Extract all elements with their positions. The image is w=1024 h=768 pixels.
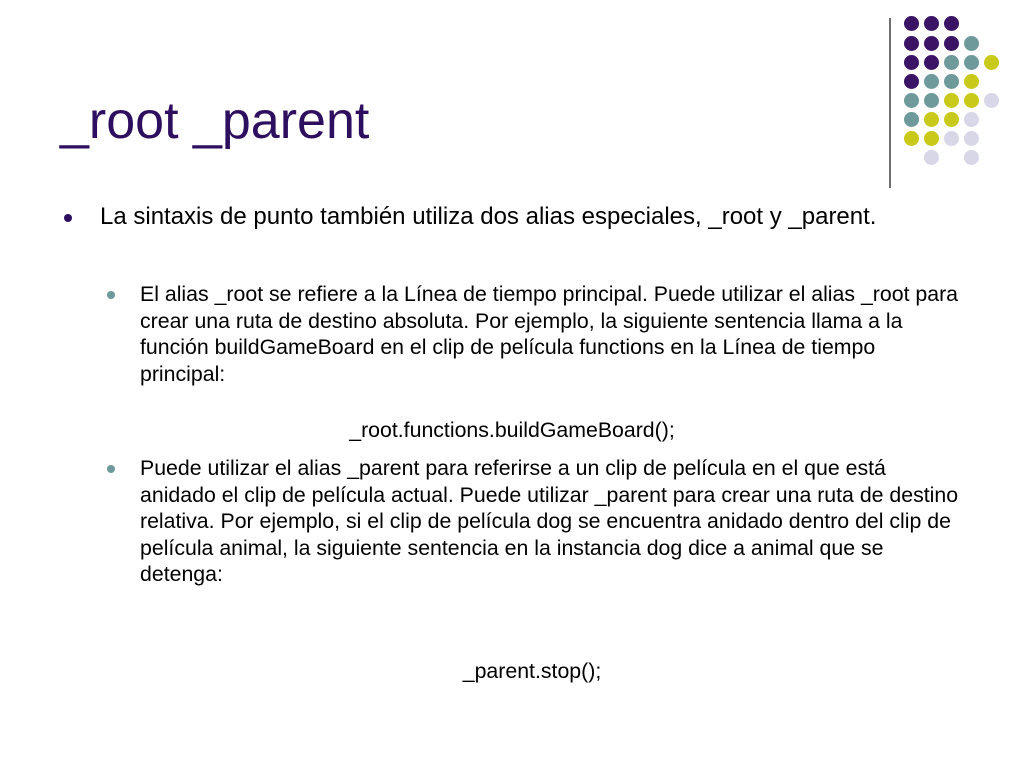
- dot: [944, 16, 959, 31]
- dot: [944, 74, 959, 89]
- sub-bullet-item: [105, 455, 965, 588]
- dot: [944, 131, 959, 146]
- dot: [904, 55, 919, 70]
- dot: [924, 112, 939, 127]
- dot: [944, 55, 959, 70]
- dot: [984, 93, 999, 108]
- sub-bullet-dot-icon: [107, 465, 115, 473]
- code-example-root: _root.functions.buildGameBoard();: [349, 418, 675, 442]
- sub-bullet-text: El alias _root se refiere a la Línea de tiempo principal. Puede utilizar el alias _root para crear una ruta de destino absoluta. Por ejemplo, la siguiente sentencia llama a la función buildGameBoard en el clip de película functions en la Línea de tiempo principal:: [140, 282, 959, 386]
- dot: [984, 55, 999, 70]
- sub-bullet-text: Puede utilizar el alias _parent para referirse a un clip de película en el que está anidado el clip de película actual. Puede utilizar _parent para crear una ruta de destino relativa. Por ejemplo, si el clip de película dog se encuentra anidado dentro del clip de película animal, la siguiente sentencia en la instancia dog dice a animal que se detenga:: [140, 456, 959, 586]
- sub-bullet-dot-icon: [107, 291, 115, 299]
- dot: [904, 74, 919, 89]
- dot: [944, 112, 959, 127]
- dot: [964, 93, 979, 108]
- dot: [924, 36, 939, 51]
- bullet-dot-icon: [64, 214, 72, 222]
- dot: [924, 55, 939, 70]
- dot: [964, 55, 979, 70]
- dot: [964, 36, 979, 51]
- dot: [964, 150, 979, 165]
- dot: [924, 150, 939, 165]
- dot: [964, 112, 979, 127]
- slide-title: _root _parent: [60, 92, 370, 150]
- dot: [944, 93, 959, 108]
- code-example-parent: _parent.stop();: [462, 659, 602, 683]
- dot: [964, 131, 979, 146]
- sub-bullet-item: [105, 281, 965, 387]
- decorative-vertical-line: [889, 18, 891, 188]
- dot: [904, 36, 919, 51]
- dot: [904, 16, 919, 31]
- dot: [904, 93, 919, 108]
- bullet-text: La sintaxis de punto también utiliza dos alias especiales, _root y _parent.: [100, 203, 877, 230]
- bullet-item: [62, 201, 942, 233]
- dot: [944, 36, 959, 51]
- dot: [904, 131, 919, 146]
- dot: [924, 16, 939, 31]
- dot: [924, 93, 939, 108]
- dot: [924, 74, 939, 89]
- dot: [964, 74, 979, 89]
- decorative-dot-grid: [904, 10, 1016, 170]
- dot: [904, 112, 919, 127]
- dot: [924, 131, 939, 146]
